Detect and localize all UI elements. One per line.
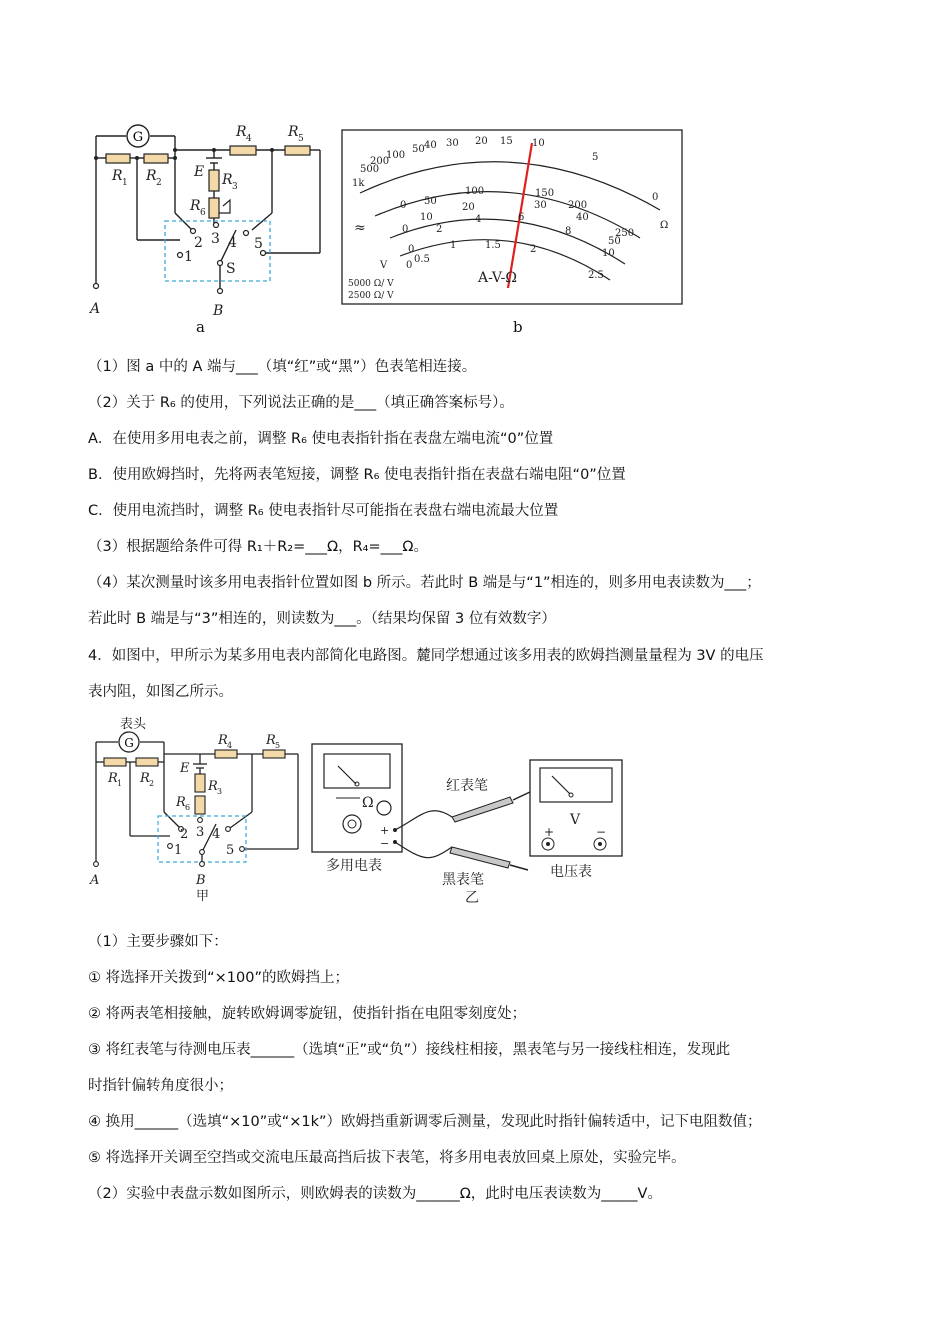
ohm-tick-15: 15	[500, 136, 513, 147]
r6-label: R	[190, 198, 201, 214]
sensitivity-note-2: 2500 Ω/ V	[348, 291, 394, 301]
q4-terminal-1: 1	[174, 843, 183, 858]
q4-r1-label: R	[108, 771, 118, 786]
low-tick-0: 0	[406, 260, 413, 271]
ohm-tick-5: 5	[592, 152, 599, 163]
ohm-unit-label: Ω	[660, 220, 669, 231]
v-tick-50: 50	[424, 196, 437, 207]
q4-intro-2: 表内阻，如图乙所示。	[88, 684, 233, 700]
v2-tick-50: 50	[608, 236, 621, 247]
q4-step-heading: （1）主要步骤如下：	[88, 934, 228, 950]
q4-r5-sub: 5	[275, 741, 281, 750]
ohm-tick-10: 10	[532, 138, 545, 149]
black-probe-label: 黑表笔	[442, 872, 484, 888]
b-terminal-label: B	[213, 303, 224, 319]
low2-tick-6: 6	[518, 212, 525, 223]
ohm-tick-500: 500	[360, 164, 380, 175]
r2-label: R	[146, 168, 157, 184]
r1-sub: 1	[122, 178, 128, 188]
q4-e-label: E	[180, 761, 190, 776]
v2-tick-10: 10	[420, 212, 433, 223]
meter-head-label: 表头	[120, 717, 147, 732]
multimeter-plus: +	[380, 824, 390, 837]
ac-symbol: ≈	[354, 220, 366, 236]
r6-sub: 6	[200, 208, 206, 218]
q3-part-3: （3）根据题给条件可得 R₁＋R₂=___Ω，R₄=___Ω。	[88, 539, 428, 555]
meter-dial-b	[340, 128, 685, 308]
ohm-tick-20: 20	[475, 136, 488, 147]
e-label: E	[194, 164, 205, 180]
fig-jia-caption: 甲	[196, 889, 210, 904]
sensitivity-note-1: 5000 Ω/ V	[348, 279, 394, 289]
fig-yi-caption: 乙	[465, 890, 479, 906]
q4-r3-label: R	[208, 779, 218, 794]
q4-part-2: （2）实验中表盘示数如图所示，则欧姆表的读数为______Ω，此时电压表读数为_____V。	[88, 1186, 662, 1202]
q4-r5-label: R	[266, 733, 276, 748]
q3-option-c: C．使用电流挡时，调整 R₆ 使电表指针尽可能指在表盘右端电流最大位置	[88, 503, 559, 519]
r1-label: R	[112, 168, 123, 184]
figure-b-caption: b	[513, 318, 523, 336]
q4-terminal-5: 5	[226, 843, 235, 858]
q4-step-3a: ③ 将红表笔与待测电压表______（选填“正”或“负”）接线柱相接，黑表笔与另一接线柱相连，发现此	[88, 1042, 731, 1058]
low-tick-2: 2	[530, 244, 537, 255]
q3-part-4b: 若此时 B 端是与“3”相连的，则读数为___。（结果均保留 3 位有效数字）	[88, 611, 556, 627]
ohm-tick-1k: 1k	[352, 178, 365, 189]
voltmeter-caption: 电压表	[550, 864, 592, 880]
low-tick-2.5: 2.5	[588, 270, 604, 281]
v-tick-250: 250	[615, 228, 635, 239]
low2-tick-4: 4	[475, 214, 482, 225]
v2-tick-30: 30	[534, 200, 547, 211]
q4-terminal-4: 4	[212, 827, 221, 842]
q3-part-4a: （4）某次测量时该多用电表指针位置如图 b 所示。若此时 B 端是与“1”相连的，则多用电表读数为___；	[88, 575, 761, 591]
v2-tick-20: 20	[462, 202, 475, 213]
ohm-tick-200: 200	[370, 156, 390, 167]
q4-step-3b: 时指针偏转角度很小；	[88, 1078, 233, 1094]
ohm-tick-100: 100	[386, 150, 406, 161]
voltmeter-v: V	[570, 812, 581, 828]
v-tick-0: 0	[400, 200, 407, 211]
v-tick-150: 150	[535, 188, 555, 199]
r2-sub: 2	[156, 178, 162, 188]
multimeter-omega: Ω	[362, 795, 374, 811]
q4-r4-sub: 4	[227, 741, 233, 750]
q4-r2-label: R	[140, 771, 150, 786]
low-tick-0.5: 0.5	[414, 254, 430, 265]
q3-part-1: （1）图 a 中的 A 端与___（填“红”或“黑”）色表笔相连接。	[88, 359, 477, 375]
q4-r2-sub: 2	[149, 779, 155, 788]
galvanometer-label: G	[132, 130, 144, 145]
q3-option-a: A．在使用多用电表之前，调整 R₆ 使电表指针指在表盘左端电流“0”位置	[88, 431, 554, 447]
q4-terminal-2: 2	[180, 827, 189, 842]
terminal-4: 4	[228, 235, 237, 251]
q4-a-label: A	[90, 873, 100, 888]
terminal-2: 2	[194, 235, 203, 251]
v2-tick-0: 0	[402, 224, 409, 235]
q4-r4-label: R	[218, 733, 228, 748]
q4-step-4: ④ 换用______（选填“×10”或“×1k”）欧姆挡重新调零后测量，发现此时指针偏转适中，记下电阻数值；	[88, 1114, 762, 1130]
multimeter-minus: −	[380, 837, 390, 850]
low2-tick-8: 8	[565, 226, 572, 237]
r5-sub: 5	[298, 134, 304, 144]
ohm-tick-30: 30	[446, 138, 459, 149]
voltmeter-minus: −	[596, 825, 607, 839]
r4-label: R	[236, 124, 247, 140]
q4-step-2: ② 将两表笔相接触，旋转欧姆调零旋钮，使指针指在电阻零刻度处；	[88, 1006, 527, 1022]
a-terminal-label: A	[90, 301, 101, 317]
ohm-tick-0: 0	[652, 192, 659, 203]
r5-label: R	[288, 124, 299, 140]
q4-r6-label: R	[176, 795, 186, 810]
r3-label: R	[222, 172, 233, 188]
switch-label: S	[226, 261, 236, 277]
q3-part-2: （2）关于 R₆ 的使用，下列说法正确的是___（填正确答案标号）。	[88, 395, 514, 411]
low-tick-1: 1	[450, 240, 457, 251]
q4-figure	[80, 712, 640, 912]
red-probe-label: 红表笔	[446, 778, 488, 794]
meter-brand: A-V-Ω	[478, 270, 517, 286]
v2-tick-40: 40	[576, 212, 589, 223]
low2-tick-10: 10	[602, 248, 615, 259]
dc-symbol: V	[380, 260, 388, 271]
q4-b-label: B	[196, 873, 206, 888]
figure-a-caption: a	[196, 318, 205, 336]
voltmeter-plus: +	[544, 825, 555, 839]
ohm-tick-40: 40	[424, 140, 437, 151]
circuit-diagram-a	[80, 118, 340, 338]
terminal-1: 1	[184, 249, 193, 265]
terminal-3: 3	[211, 231, 220, 247]
ohm-tick-50: 50	[412, 144, 425, 155]
q3-option-b: B．使用欧姆挡时，先将两表笔短接，调整 R₆ 使电表指针指在表盘右端电阻“0”位置	[88, 467, 626, 483]
q4-galvanometer-label: G	[124, 736, 134, 750]
q4-r6-sub: 6	[185, 803, 191, 812]
v-tick-100: 100	[465, 186, 485, 197]
low2-tick-2: 2	[436, 224, 443, 235]
q4-r1-sub: 1	[117, 779, 123, 788]
multimeter-caption: 多用电表	[326, 858, 382, 874]
r3-sub: 3	[232, 182, 238, 192]
q4-r3-sub: 3	[217, 787, 223, 796]
r4-sub: 4	[246, 134, 252, 144]
q4-step-5: ⑤ 将选择开关调至空挡或交流电压最高挡后拔下表笔，将多用电表放回桌上原处，实验完毕。	[88, 1150, 686, 1166]
low-tick-1.5: 1.5	[485, 240, 501, 251]
q4-terminal-3: 3	[196, 825, 205, 840]
q4-intro-1: 4．如图中，甲所示为某多用电表内部简化电路图。麓同学想通过该多用表的欧姆挡测量量程为 3V 的电压	[88, 648, 764, 664]
v-tick-200: 200	[568, 200, 588, 211]
q4-step-1: ① 将选择开关拨到“×100”的欧姆挡上；	[88, 970, 349, 986]
terminal-5: 5	[254, 236, 263, 252]
low2-tick-0: 0	[408, 244, 415, 255]
